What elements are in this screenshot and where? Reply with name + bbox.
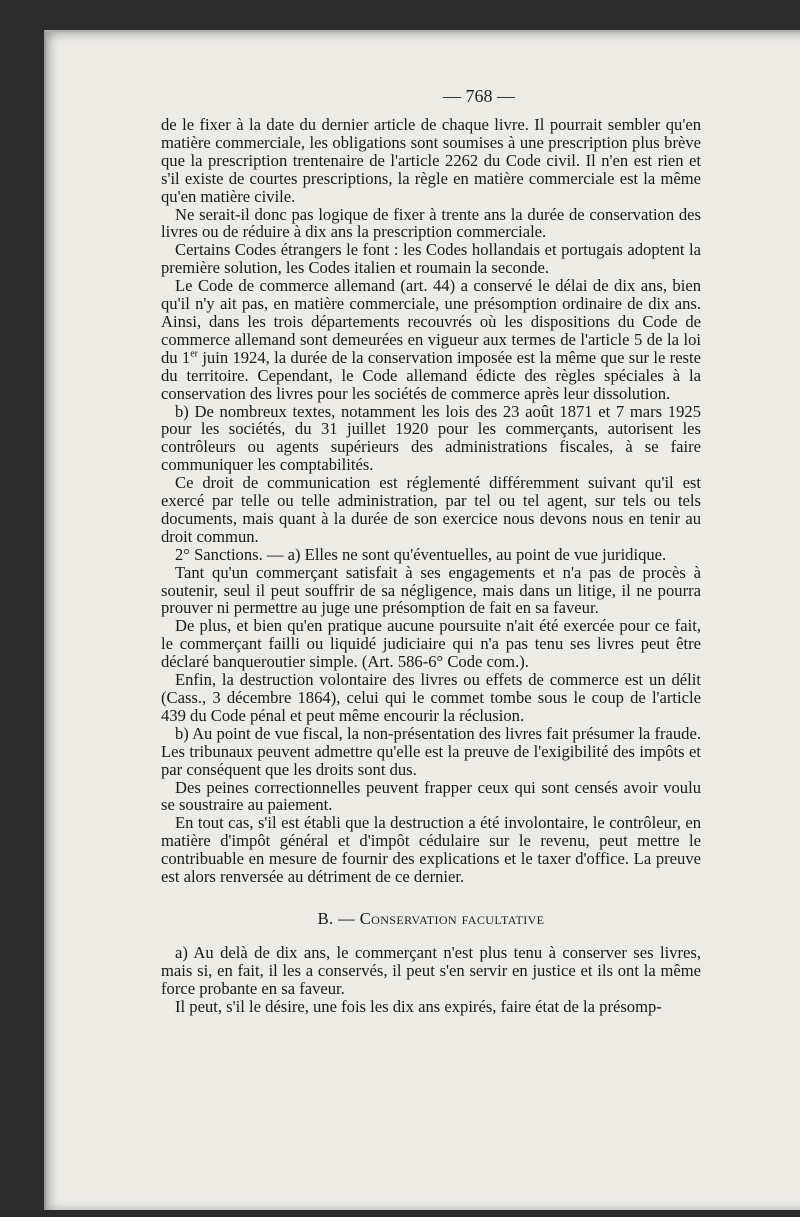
paragraph: b) Au point de vue fiscal, la non-présentation des livres fait présumer la fraude. Les tribunaux peuvent admettre qu'elle est la preuve de l'exigibilité des impôts et par conséquent que les droits sont dus. bbox=[161, 723, 701, 779]
paragraph: de le fixer à la date du dernier article de chaque livre. Il pourrait sembler qu'en matière commerciale, les obligations sont soumises à une prescription plus brève que la prescription trentenaire de l'article 2262 du Code civil. Il n'en est rien et s'il existe de courtes prescriptions, la règle en matière commerciale est la même qu'en matière civile. bbox=[161, 115, 701, 206]
paragraph: Tant qu'un commerçant satisfait à ses engagements et n'a pas de procès à soutenir, seul il peut souffrir de sa négligence, mais dans un litige, il ne pourra prouver ni permettre au juge une présomption de fait en sa faveur. bbox=[161, 562, 701, 618]
paragraph: a) Au delà de dix ans, le commerçant n'est plus tenu à conserver ses livres, mais si, en fait, il les a conservés, il peut s'en servir en justice et ils ont la même force probante en sa faveur. bbox=[161, 942, 701, 998]
page-number: — 768 — bbox=[443, 86, 515, 106]
paragraph: Enfin, la destruction volontaire des livres ou effets de commerce est un délit (Cass., 3 décembre 1864), celui qui le commet tombe sous le coup de l'article 439 du Code pénal et peut même encourir la réclusion. bbox=[161, 670, 701, 725]
section-prefix: B. — bbox=[317, 908, 360, 928]
paragraph: En tout cas, s'il est établi que la destruction a été involontaire, le contrôleur, en matière d'impôt général et d'impôt cédulaire sur le revenu, peut mettre le contribuable en mesure de fournir des explications et le taxer d'office. La preuve est alors renversée au détriment de ce dernier. bbox=[161, 813, 701, 887]
paragraph: Certains Codes étrangers le font : les Codes hollandais et portugais adoptent la première solution, les Codes italien et roumain la seconde. bbox=[161, 240, 701, 278]
paragraph: De plus, et bien qu'en pratique aucune poursuite n'ait été exercée pour ce fait, le commerçant failli ou liquidé judiciaire qui n'a pas tenu ses livres peut être déclaré banqueroutier simple. (Art. 586-6° Code com.). bbox=[161, 616, 701, 672]
paragraph: Des peines correctionnelles peuvent frapper ceux qui sont censés avoir voulu se soustraire au paiement. bbox=[161, 777, 701, 815]
paragraph bbox=[161, 277, 701, 402]
paragraph: Ne serait-il donc pas logique de fixer à trente ans la durée de conservation des livres ou de réduire à dix ans la prescription commerciale. bbox=[161, 204, 701, 242]
body-text bbox=[161, 116, 701, 1016]
paragraph-part: Le Code de commerce allemand (art. 44) a conservé le délai de dix ans, bien qu'il n'y ait pas, en matière commerciale, une présomption ordinaire de dix ans. Ainsi, dans les trois départements recouvrés où les dispositions du Code de commerce allemand sont demeurées en vigueur aux termes de l'article 5 de la loi du 1 bbox=[161, 276, 701, 367]
paragraph: 2° Sanctions. — a) Elles ne sont qu'éventuelles, au point de vue juridique. bbox=[175, 544, 667, 564]
superscript: er bbox=[190, 348, 198, 360]
section-title: Conservation facultative bbox=[359, 908, 545, 928]
paragraph: Ce droit de communication est réglementé différemment suivant qu'il est exercé par telle ou telle administration, par tel ou tel agent, sur tels ou tels documents, mais quant à la durée de son exercice nous devons nous en tenir au droit commun. bbox=[161, 473, 701, 546]
section-heading bbox=[161, 910, 701, 928]
paragraph: b) De nombreux textes, notamment les lois des 23 août 1871 et 7 mars 1925 pour les sociétés, du 31 juillet 1920 pour les commerçants, autorisent les contrôleurs ou agents supérieurs des administrations fiscales, à se faire communiquer les comptabilités. bbox=[161, 401, 701, 475]
paragraph: Il peut, s'il le désire, une fois les dix ans expirés, faire état de la présomp- bbox=[175, 996, 662, 1016]
paragraph-part: juin 1924, la durée de la conservation imposée est la même que sur le reste du territoire. Cependant, le Code allemand édicte des règles spéciales à la conservation des livres pour les sociétés de commerce après leur dissolution. bbox=[161, 347, 701, 403]
book-page bbox=[44, 30, 800, 1210]
